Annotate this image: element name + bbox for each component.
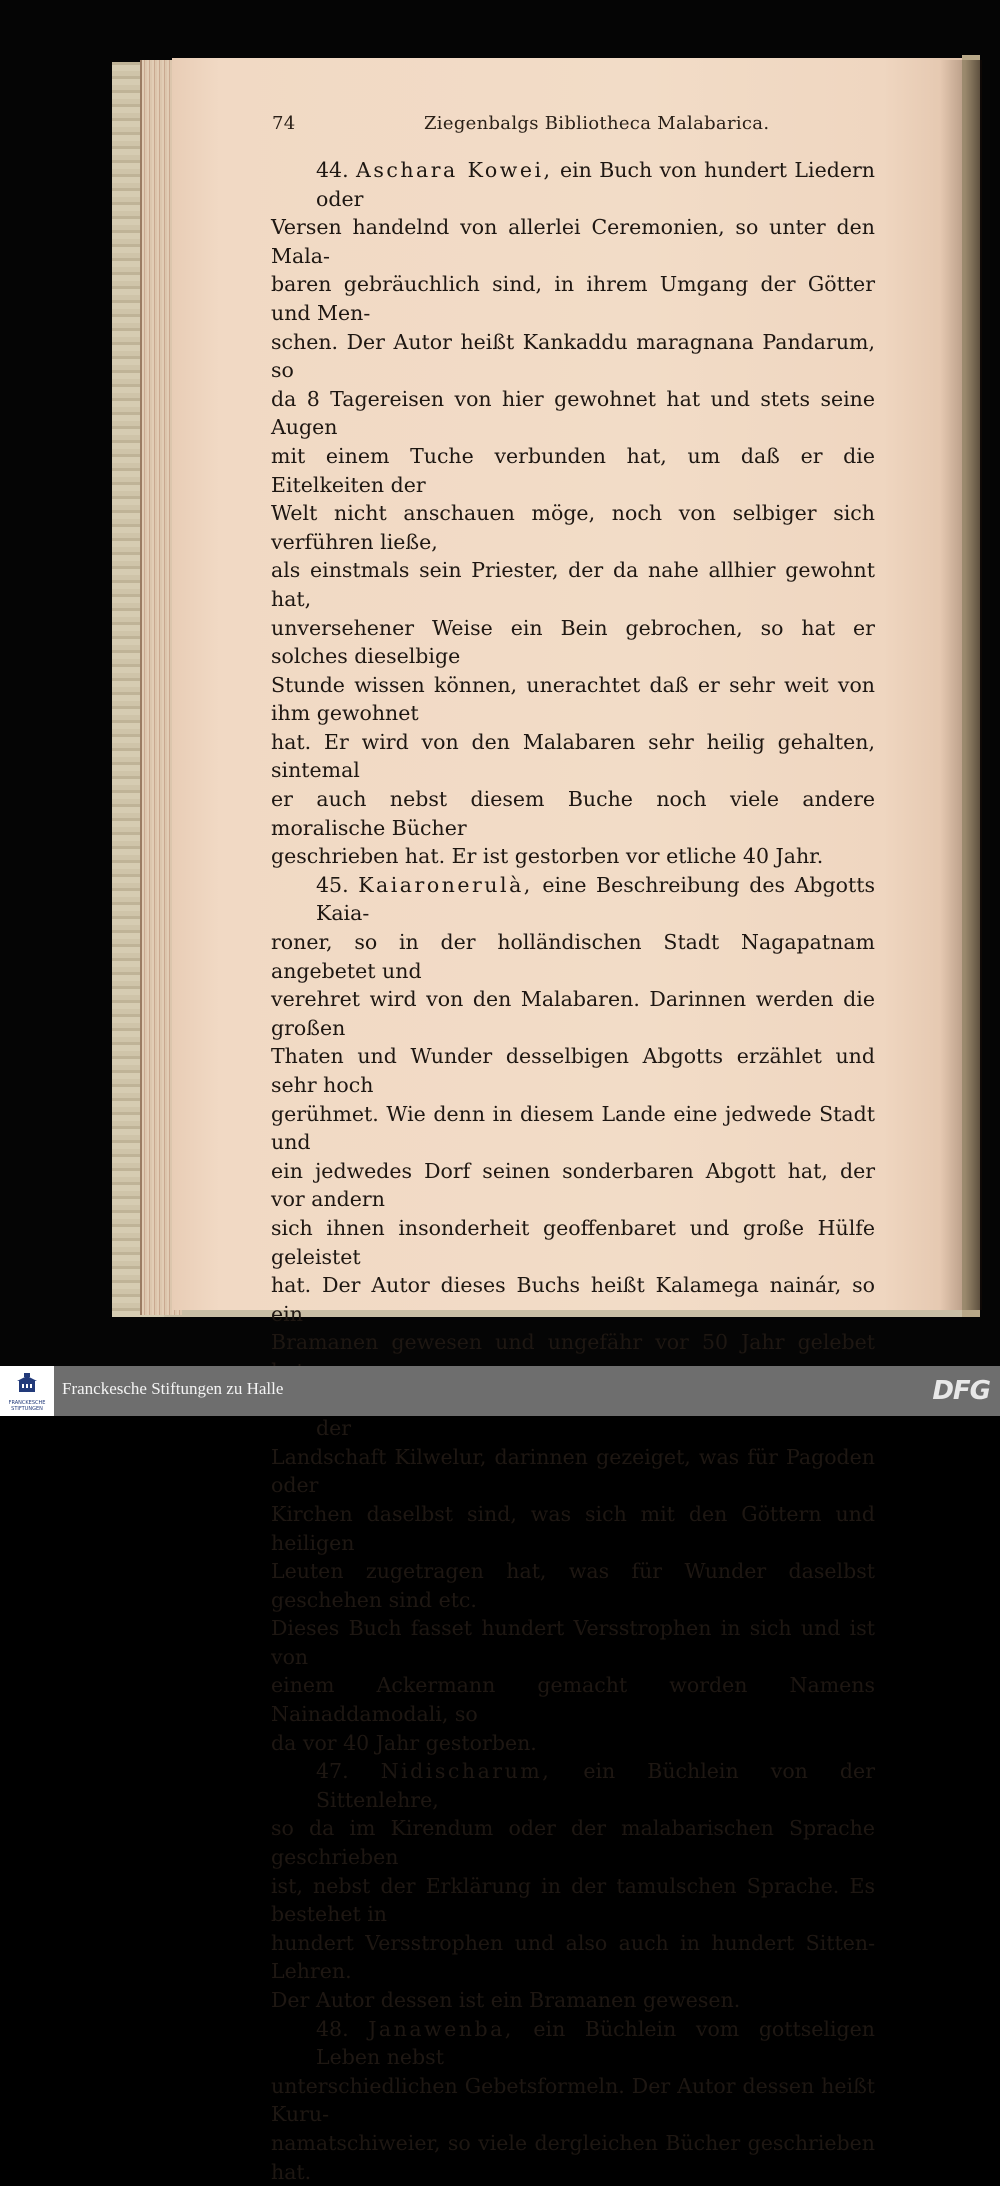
line-text: einem Ackermann gemacht worden Namens Nainaddamodali, so [271, 1673, 875, 1727]
line-text: Versen handelnd von allerlei Ceremonien, so unter den Mala- [271, 215, 875, 268]
catalog-entry [271, 156, 875, 871]
line-text: hat. Der Autor dieses Buchs heißt Kalamega nainár, so ein [271, 1273, 875, 1326]
line-text: Landschaft Kilwelur, darinnen gezeiget, was für Pagoden oder [271, 1444, 875, 1498]
gutter-shadow [940, 60, 982, 1310]
text-line [271, 270, 875, 327]
text-line [271, 213, 875, 270]
entry-number: 47. [316, 1759, 349, 1784]
text-line [271, 614, 875, 671]
text-line [271, 728, 875, 785]
line-text: geschrieben hat. Er ist gestorben vor etliche 40 Jahr. [271, 844, 824, 869]
line-text: unterschiedlichen Gebetsformeln. Der Autor dessen heißt Kuru- [271, 2073, 875, 2127]
text-line [271, 1214, 875, 1271]
entry-number: 48. [316, 2016, 349, 2041]
line-text: er auch nebst diesem Buche noch viele andere moralische Bücher [271, 787, 875, 840]
line-text: Leuten zugetragen hat, was für Wunder daselbst geschehen sind etc. [271, 1559, 875, 1612]
line-text: Bramanen gewesen und ungefähr vor 50 Jahr gelebet [271, 1330, 875, 1355]
entry-title: Aschara Kowei, [356, 158, 553, 182]
text-line [271, 556, 875, 613]
page-body [271, 156, 875, 2186]
entry-title: Nidischarum, [380, 1759, 552, 1784]
line-text: Dieses Buch fasset hundert Versstrophen in sich und ist von [271, 1616, 875, 1669]
line-text: hundert Versstrophen und also auch in hundert Sitten-Lehren. [271, 1930, 875, 1984]
line-text: der [316, 1416, 352, 1441]
text-line [271, 671, 875, 728]
text-line [271, 1729, 875, 1758]
text-line [271, 1100, 875, 1157]
entry-title: Kaiaronerulà, [358, 872, 533, 897]
text-line [271, 1929, 875, 1986]
line-text: unversehener Weise ein Bein gebrochen, so hat er solches dieselbige [271, 615, 875, 669]
text-line [271, 2129, 875, 2186]
line-text: so da im Kirendum oder der malabarischen Sprache geschrieben [271, 1816, 875, 1870]
line-text: sich ihnen insonderheit geoffenbaret und große Hülfe geleistet [271, 1215, 875, 1269]
line-text: gerühmet. Wie denn in diesem Lande eine jedwede Stadt und [271, 1101, 875, 1155]
running-title: Ziegenbalgs Bibliotheca Malabarica. [424, 113, 770, 134]
text-line [271, 1443, 875, 1500]
line-text: da vor 40 Jahr gestorben. [271, 1730, 537, 1755]
institution-logo[interactable] [0, 1366, 54, 1416]
catalog-entry [271, 2015, 875, 2186]
running-head [272, 113, 876, 139]
text-line [271, 1271, 875, 1328]
text-line [271, 1872, 875, 1929]
line-text: verehret wird von den Malabaren. Darinnen werden die großen [271, 987, 875, 1040]
catalog-entry [271, 871, 875, 1386]
text-line [271, 928, 875, 985]
dfg-logo[interactable]: DFG [932, 1376, 990, 1406]
line-text: mit einem Tuche verbunden hat, um daß er die Eitelkeiten der [271, 443, 875, 497]
text-line [271, 328, 875, 385]
text-line [271, 871, 875, 928]
text-line [271, 1500, 875, 1557]
footer-banner [0, 1366, 1000, 1416]
line-text: eine Beschreibung des Abgotts Kaia- [316, 872, 875, 926]
line-text: als einstmals sein Priester, der da nahe allhier gewohnt hat, [271, 558, 875, 611]
line-text: roner, so in der holländischen Stadt Nagapatnam angebetet und [271, 930, 875, 983]
institution-name[interactable]: Franckesche Stiftungen zu Halle [62, 1379, 284, 1398]
text-line [271, 1671, 875, 1728]
catalog-entry [271, 1757, 875, 2014]
text-line [271, 1157, 875, 1214]
text-line [271, 785, 875, 842]
line-text: baren gebräuchlich sind, in ihrem Umgang der Götter und Men- [271, 272, 875, 325]
line-text: Stunde wissen können, unerachtet daß er sehr weit von ihm gewohnet [271, 672, 875, 726]
text-line [271, 2072, 875, 2129]
line-text: schen. Der Autor heißt Kankaddu maragnana Pandarum, so [271, 329, 875, 383]
logo-caption [2, 1400, 52, 1412]
text-line [271, 499, 875, 556]
line-text: Thaten und Wunder desselbigen Abgotts erzählet und sehr hoch [271, 1044, 875, 1097]
line-text: namatschiweier, so viele dergleichen Bücher geschrieben hat. [271, 2130, 875, 2184]
text-line [271, 156, 875, 213]
logo-caption-line-2: STIFTUNGEN [11, 1406, 43, 1412]
line-text: Welt nicht anschauen möge, noch von selbiger sich verführen ließe, [271, 501, 875, 554]
entry-number: 45. [316, 872, 349, 897]
line-text: hat. Er wird von den Malabaren sehr heilig gehalten, sintemal [271, 729, 875, 783]
text-line [271, 385, 875, 442]
entry-title: Janawenba, [368, 2016, 514, 2041]
line-text: ein jedwedes Dorf seinen sonderbaren Abgott hat, der vor andern [271, 1158, 875, 1212]
text-line [271, 442, 875, 499]
entry-number: 44. [316, 158, 349, 182]
building-icon [13, 1372, 41, 1394]
text-line [271, 1614, 875, 1671]
text-line [271, 1557, 875, 1614]
line-text: ein Büchlein vom gottseligen Leben nebst [316, 2016, 875, 2070]
line-text: ein Buch von hundert Liedern oder [316, 158, 875, 211]
line-text: da 8 Tagereisen von hier gewohnet hat und stets seine Augen [271, 386, 875, 440]
line-text: Der Autor dessen ist ein Bramanen gewesen. [271, 1988, 741, 2012]
text-line [271, 1986, 875, 2015]
text-line [271, 842, 875, 871]
page-number: 74 [272, 113, 296, 134]
text-line [271, 1042, 875, 1099]
text-line [271, 1814, 875, 1871]
text-line [271, 1757, 875, 1814]
catalog-entry [271, 1386, 875, 1758]
line-text: ein Büchlein von der Sittenlehre, [316, 1759, 875, 1812]
logo-caption-line-1: FRANCKESCHE [8, 1400, 46, 1406]
text-line [271, 985, 875, 1042]
line-text: Kirchen daselbst sind, was sich mit den Göttern und heiligen [271, 1501, 875, 1555]
line-text: ist, nebst der Erklärung in der tamulschen Sprache. Es bestehet in [271, 1873, 875, 1927]
text-line [271, 2015, 875, 2072]
